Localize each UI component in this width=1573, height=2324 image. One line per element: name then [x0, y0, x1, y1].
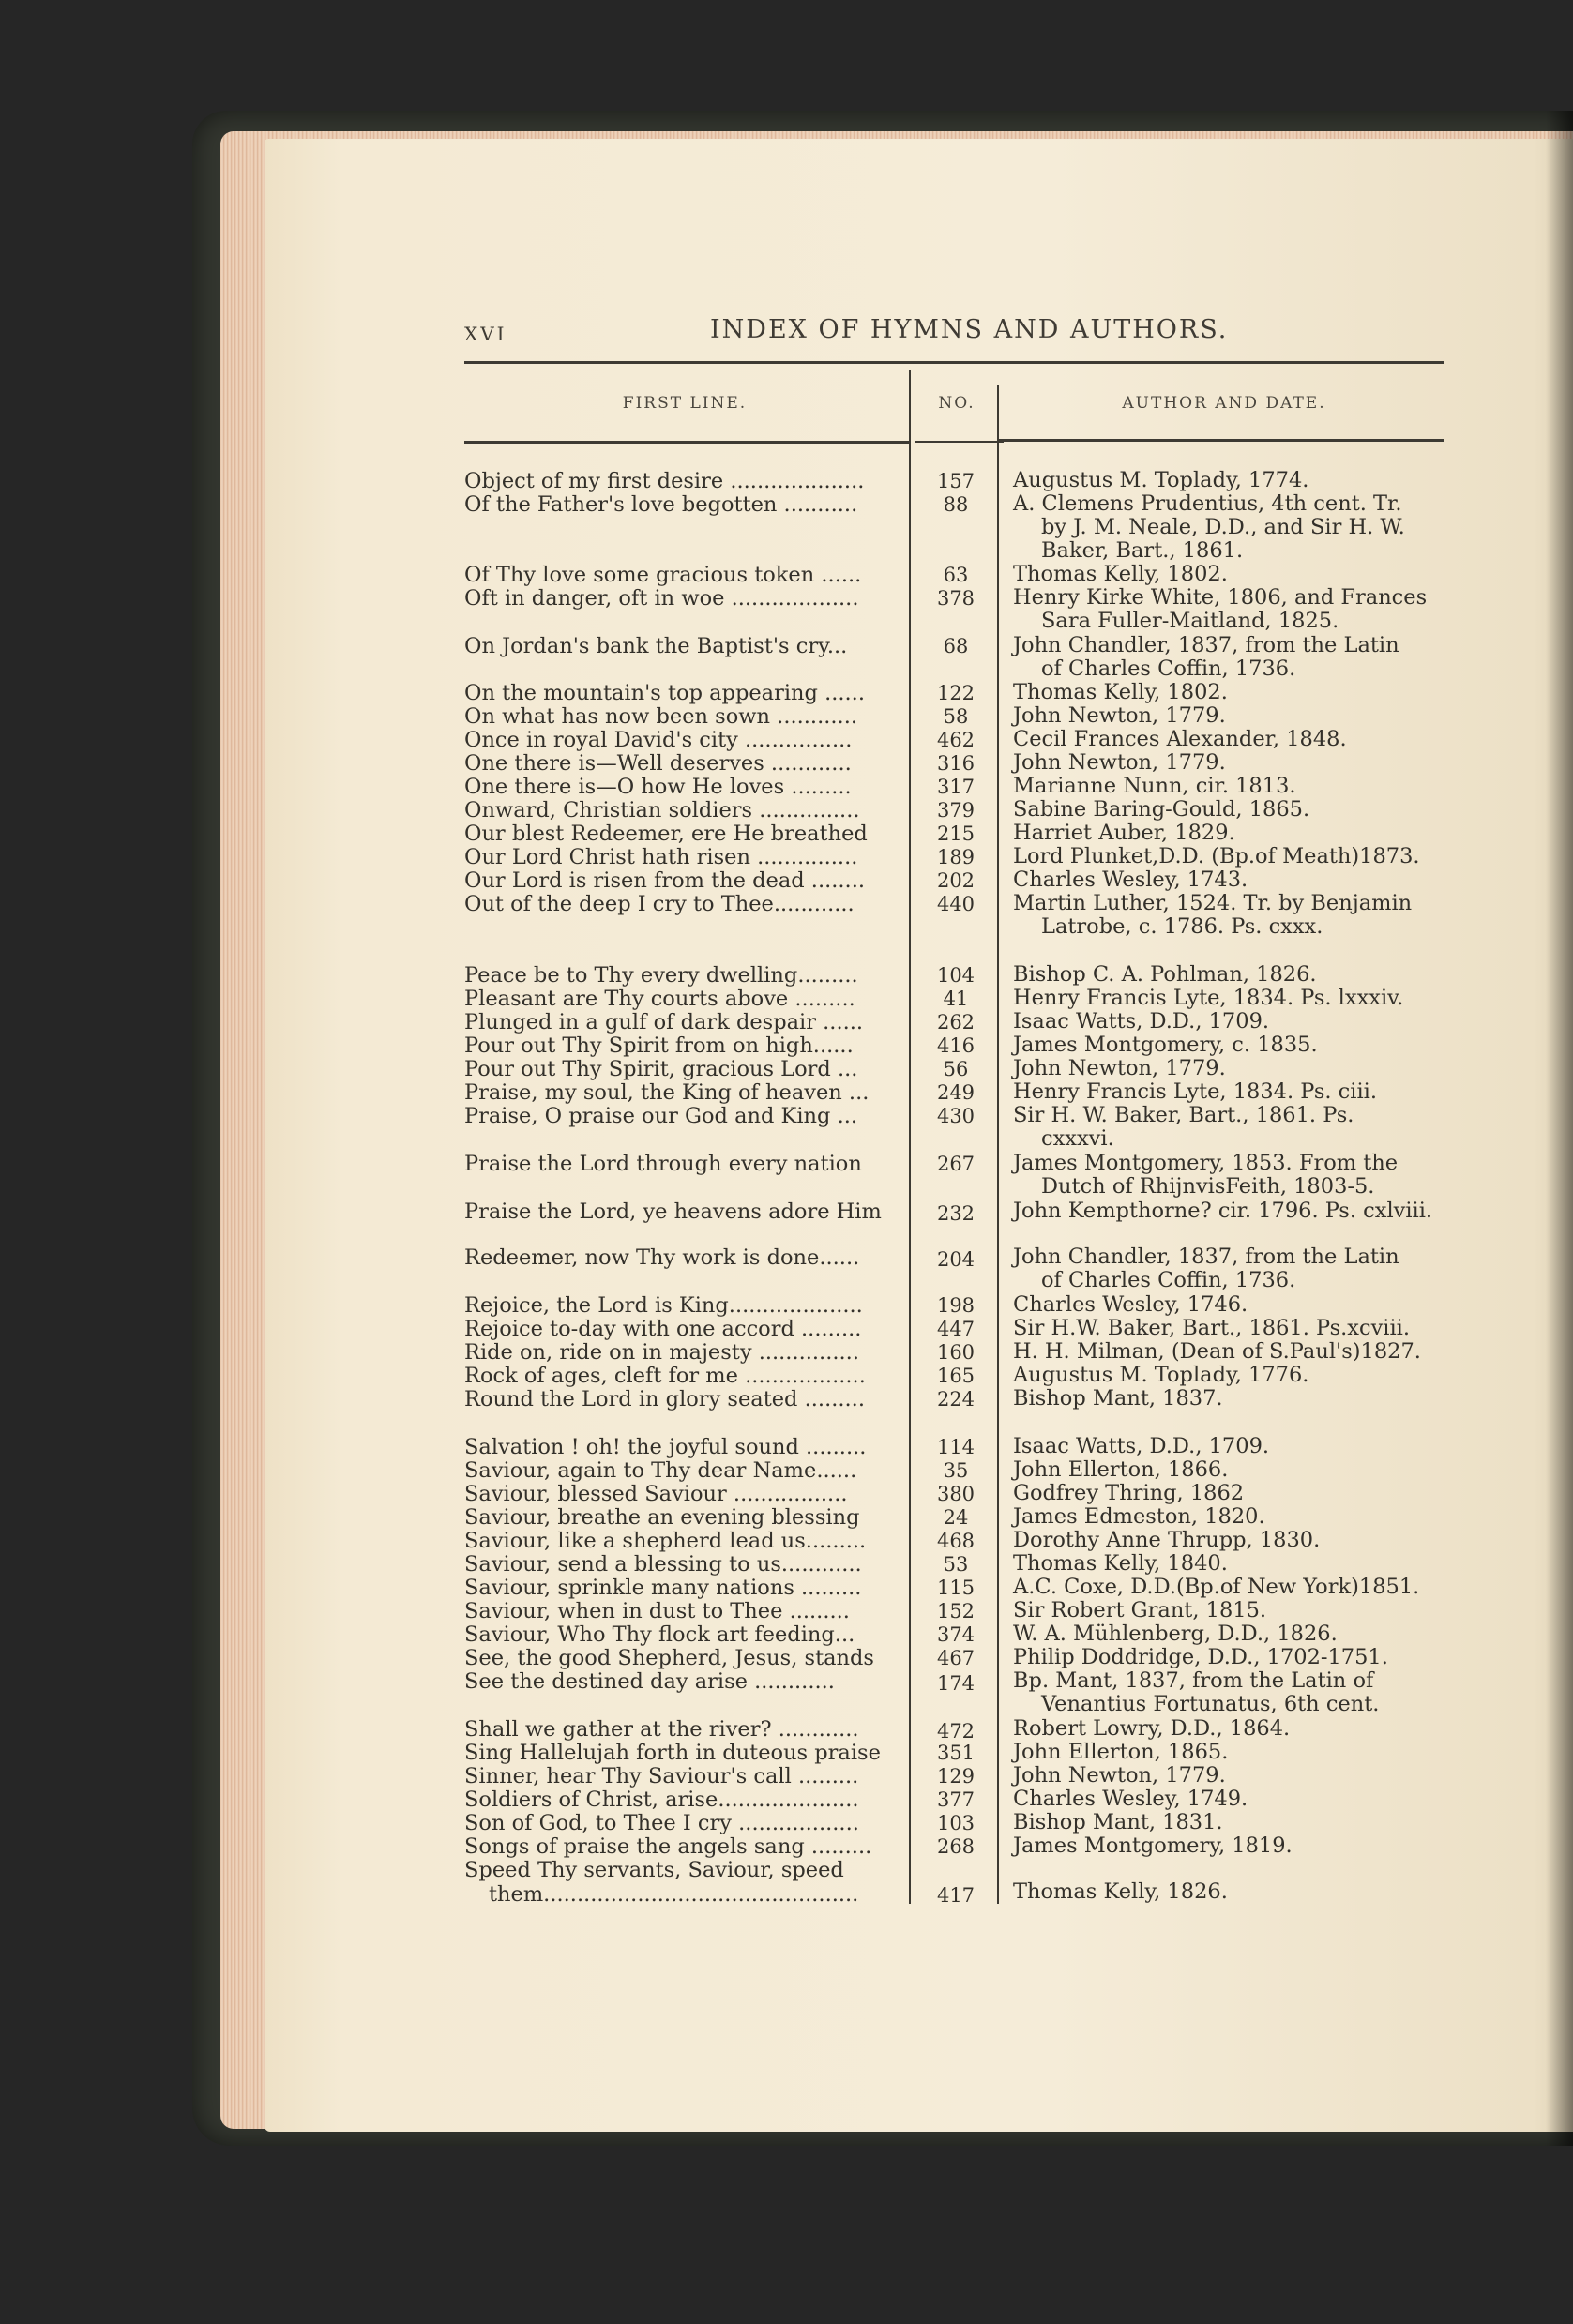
hymn-author	[1013, 704, 1463, 728]
hymn-number: 447	[936, 1318, 976, 1340]
author-line: Bishop Mant, 1837.	[1013, 1386, 1223, 1411]
hymn-first-line: Out of the deep I cry to Thee............	[464, 892, 855, 916]
hymn-first-line: Of the Father's love begotten ...........	[464, 492, 858, 517]
hymn-author	[1013, 1529, 1463, 1552]
hymn-number: 379	[936, 799, 976, 822]
author-line-continued: of Charles Coffin, 1736.	[1041, 1268, 1296, 1292]
hymn-first-line: Once in royal David's city ................	[464, 728, 853, 752]
hymn-author	[1013, 1340, 1463, 1364]
hymn-number: 232	[936, 1202, 976, 1225]
hymn-number: 267	[936, 1153, 976, 1175]
author-line: Thomas Kelly, 1802.	[1013, 680, 1228, 704]
hymn-first-line: Saviour, breathe an evening blessing	[464, 1505, 860, 1530]
hymn-first-line: Shall we gather at the river? ............	[464, 1717, 859, 1742]
hymn-first-line: Rejoice, the Lord is King....................	[464, 1293, 863, 1318]
hymn-author	[1013, 1717, 1463, 1741]
hymn-author	[1013, 1482, 1463, 1505]
spine-shadow	[1546, 111, 1573, 2146]
hymn-number: 377	[936, 1788, 976, 1811]
hymn-first-line: Saviour, like a shepherd lead us.........	[464, 1529, 867, 1553]
hymn-author	[1013, 868, 1463, 892]
hymn-number: 104	[936, 964, 976, 987]
hymn-number: 462	[936, 729, 976, 751]
hymn-first-line: One there is—Well deserves ............	[464, 751, 852, 776]
hymn-author	[1013, 469, 1463, 492]
author-line: Godfrey Thring, 1862	[1013, 1481, 1245, 1505]
hymn-first-line: Rejoice to-day with one accord .........	[464, 1317, 862, 1341]
author-line: James Montgomery, c. 1835.	[1013, 1033, 1318, 1057]
hymn-author	[1013, 1458, 1463, 1482]
hymn-author	[1013, 1010, 1463, 1034]
hymn-number: 103	[936, 1812, 976, 1834]
hymn-number: 198	[936, 1294, 976, 1317]
hymn-author	[1013, 751, 1463, 775]
hymn-first-line	[464, 1858, 900, 1907]
author-line: Augustus M. Toplady, 1776.	[1013, 1363, 1309, 1387]
hymn-author	[1013, 1552, 1463, 1576]
hymn-author	[1013, 492, 1463, 563]
hymn-number: 58	[943, 705, 969, 728]
author-line-continued: Sara Fuller-Maitland, 1825.	[1041, 609, 1339, 633]
hymn-number: 152	[936, 1600, 976, 1622]
header-rule-author	[999, 439, 1444, 442]
author-line: Dorothy Anne Thrupp, 1830.	[1013, 1528, 1321, 1552]
hymn-number: 189	[936, 846, 976, 868]
hymn-number: 24	[943, 1506, 969, 1529]
author-line: H. H. Milman, (Dean of S.Paul's)1827.	[1013, 1339, 1421, 1364]
hymn-author	[1013, 1834, 1463, 1858]
hymn-author	[1013, 1646, 1463, 1669]
hymn-author	[1013, 1811, 1463, 1834]
hymn-number: 160	[936, 1341, 976, 1364]
hymn-first-line: Round the Lord in glory seated .........	[464, 1387, 865, 1411]
author-line: Isaac Watts, D.D., 1709.	[1013, 1434, 1270, 1458]
author-line: Thomas Kelly, 1826.	[1013, 1879, 1228, 1904]
author-line: Philip Doddridge, D.D., 1702-1751.	[1013, 1645, 1388, 1669]
hymn-number: 53	[943, 1553, 969, 1576]
author-line: John Newton, 1779.	[1013, 1056, 1226, 1080]
author-line: John Kempthorne? cir. 1796. Ps. cxlviii.	[1013, 1199, 1433, 1223]
hymn-number: 468	[936, 1530, 976, 1552]
hymn-first-line: Pleasant are Thy courts above .........	[464, 987, 855, 1011]
author-line: Henry Francis Lyte, 1834. Ps. ciii.	[1013, 1079, 1378, 1104]
hymn-first-line: On the mountain's top appearing ......	[464, 681, 865, 705]
hymn-author	[1013, 1080, 1463, 1104]
author-line-continued: Dutch of RhijnvisFeith, 1803-5.	[1041, 1174, 1375, 1199]
author-line: Henry Francis Lyte, 1834. Ps. lxxxiv.	[1013, 986, 1404, 1010]
hymn-number: 165	[936, 1365, 976, 1387]
author-line-continued: by J. M. Neale, D.D., and Sir H. W.	[1041, 515, 1405, 539]
author-line-continued: of Charles Coffin, 1736.	[1041, 656, 1296, 681]
hymn-author	[1013, 775, 1463, 798]
hymn-author	[1013, 1599, 1463, 1622]
hymn-author	[1013, 1764, 1463, 1788]
hymn-number: 430	[936, 1105, 976, 1127]
hymn-author	[1013, 1880, 1463, 1904]
hymn-number: 351	[936, 1742, 976, 1764]
column-header-author: AUTHOR AND DATE.	[1122, 394, 1326, 413]
hymn-number: 68	[943, 635, 969, 657]
column-divider-right	[997, 385, 999, 1904]
hymn-number: 378	[936, 587, 976, 610]
author-line: Sir Robert Grant, 1815.	[1013, 1598, 1267, 1622]
hymn-number: 174	[936, 1672, 976, 1695]
hymn-first-line: Praise, O praise our God and King ...	[464, 1104, 858, 1128]
hymn-number: 63	[943, 564, 969, 586]
author-line: Harriet Auber, 1829.	[1013, 821, 1235, 845]
hymn-author	[1013, 1505, 1463, 1529]
author-line-continued: Venantius Fortunatus, 6th cent.	[1041, 1692, 1380, 1716]
hymn-author	[1013, 1152, 1463, 1199]
hymn-number: 202	[936, 869, 976, 892]
hymn-author	[1013, 1200, 1463, 1223]
author-line: Augustus M. Toplady, 1774.	[1013, 468, 1309, 492]
hymn-first-line: Of Thy love some gracious token ......	[464, 563, 862, 587]
author-line: Marianne Nunn, cir. 1813.	[1013, 774, 1296, 798]
author-line: John Newton, 1779.	[1013, 1763, 1226, 1788]
hymn-first-line: Songs of praise the angels sang .........	[464, 1834, 872, 1859]
hymn-first-line: On Jordan's bank the Baptist's cry...	[464, 634, 848, 658]
hymn-first-line: See the destined day arise ............	[464, 1669, 835, 1694]
author-line: Charles Wesley, 1749.	[1013, 1787, 1248, 1811]
author-line: Cecil Frances Alexander, 1848.	[1013, 727, 1347, 751]
hymn-first-line: Our Lord is risen from the dead ........	[464, 868, 866, 893]
first-line-continued: them...............................................	[489, 1882, 859, 1907]
hymn-author	[1013, 1669, 1463, 1716]
column-header-first-line: FIRST LINE.	[622, 394, 748, 413]
hymn-author	[1013, 563, 1463, 586]
hymn-author	[1013, 845, 1463, 868]
hymn-number: 114	[936, 1436, 976, 1458]
author-line-continued: cxxxvi.	[1041, 1126, 1114, 1151]
author-line: A.C. Coxe, D.D.(Bp.of New York)1851.	[1013, 1575, 1420, 1599]
hymn-author	[1013, 1788, 1463, 1811]
hymn-author	[1013, 1435, 1463, 1458]
author-line: Sir H.W. Baker, Bart., 1861. Ps.xcviii.	[1013, 1316, 1411, 1340]
hymn-number: 122	[936, 682, 976, 704]
hymn-first-line: Saviour, when in dust to Thee .........	[464, 1599, 850, 1623]
hymn-number: 316	[936, 752, 976, 775]
hymn-number: 215	[936, 822, 976, 845]
hymn-first-line: Saviour, Who Thy flock art feeding...	[464, 1622, 855, 1647]
hymn-first-line: Praise the Lord through every nation	[464, 1152, 862, 1176]
author-line: Bishop Mant, 1831.	[1013, 1810, 1223, 1834]
hymn-author	[1013, 634, 1463, 681]
hymn-number: 262	[936, 1011, 976, 1034]
hymn-author	[1013, 728, 1463, 751]
author-line: Thomas Kelly, 1802.	[1013, 562, 1228, 586]
hymn-first-line: Sing Hallelujah forth in duteous praise	[464, 1741, 881, 1765]
hymn-author	[1013, 1576, 1463, 1599]
author-line: Charles Wesley, 1743.	[1013, 868, 1248, 892]
hymn-first-line: Soldiers of Christ, arise.....................	[464, 1788, 859, 1812]
hymn-author	[1013, 987, 1463, 1010]
hymn-number: 204	[936, 1248, 976, 1271]
column-header-no: NO.	[938, 394, 976, 413]
hymn-number: 224	[936, 1388, 976, 1411]
author-line: John Newton, 1779.	[1013, 703, 1226, 728]
hymn-first-line: Saviour, send a blessing to us............	[464, 1552, 862, 1577]
hymn-first-line: Saviour, sprinkle many nations .........	[464, 1576, 862, 1600]
hymn-first-line: Pour out Thy Spirit, gracious Lord ...	[464, 1057, 858, 1081]
hymn-first-line: Onward, Christian soldiers ...............	[464, 798, 860, 822]
hymn-author	[1013, 1034, 1463, 1057]
author-line: Sabine Baring-Gould, 1865.	[1013, 797, 1310, 822]
page-folio: XVI	[464, 323, 507, 345]
author-line: Sir H. W. Baker, Bart., 1861. Ps.	[1013, 1103, 1354, 1127]
hymn-first-line: Oft in danger, oft in woe ...................	[464, 586, 859, 611]
hymn-author	[1013, 1293, 1463, 1317]
hymn-first-line: Saviour, blessed Saviour .................	[464, 1482, 848, 1506]
author-line: James Montgomery, 1853. From the	[1013, 1151, 1399, 1175]
hymn-first-line: On what has now been sown ............	[464, 704, 857, 729]
hymn-number: 157	[936, 470, 976, 492]
hymn-number: 115	[936, 1577, 976, 1599]
hymn-number: 467	[936, 1647, 976, 1669]
hymn-number: 268	[936, 1835, 976, 1858]
author-line: John Chandler, 1837, from the Latin	[1013, 1245, 1399, 1269]
hymn-first-line: Pour out Thy Spirit from on high......	[464, 1034, 854, 1058]
hymn-author	[1013, 1387, 1463, 1411]
hymn-author	[1013, 822, 1463, 845]
hymn-number: 472	[936, 1720, 976, 1743]
hymn-first-line: Plunged in a gulf of dark despair ......	[464, 1010, 864, 1034]
author-line: John Newton, 1779.	[1013, 750, 1226, 775]
hymn-author	[1013, 798, 1463, 822]
author-line: Lord Plunket,D.D. (Bp.of Meath)1873.	[1013, 844, 1420, 868]
hymn-author	[1013, 1317, 1463, 1340]
hymn-author	[1013, 892, 1463, 939]
hymn-author	[1013, 586, 1463, 633]
hymn-first-line: Rock of ages, cleft for me ..................	[464, 1364, 866, 1388]
hymn-number: 88	[943, 493, 969, 516]
hymn-number: 417	[936, 1884, 976, 1907]
hymn-number: 41	[943, 988, 969, 1010]
hymn-number: 380	[936, 1483, 976, 1505]
author-line: Bishop C. A. Pohlman, 1826.	[1013, 962, 1317, 987]
top-rule	[464, 361, 1444, 364]
hymn-first-line: Ride on, ride on in majesty ...............	[464, 1340, 859, 1365]
author-line-continued: Latrobe, c. 1786. Ps. cxxx.	[1041, 914, 1323, 939]
author-line: A. Clemens Prudentius, 4th cent. Tr.	[1013, 491, 1402, 516]
author-line: John Chandler, 1837, from the Latin	[1013, 633, 1399, 657]
hymn-author	[1013, 963, 1463, 987]
hymn-first-line: Our Lord Christ hath risen ...............	[464, 845, 858, 869]
author-line: Martin Luther, 1524. Tr. by Benjamin	[1013, 891, 1413, 915]
author-line: Isaac Watts, D.D., 1709.	[1013, 1009, 1270, 1034]
author-line: Bp. Mant, 1837, from the Latin of	[1013, 1668, 1374, 1693]
author-line: Henry Kirke White, 1806, and Frances	[1013, 585, 1428, 610]
hymn-first-line: Salvation ! oh! the joyful sound .........	[464, 1435, 867, 1459]
hymn-author	[1013, 1741, 1463, 1764]
hymn-first-line: Sinner, hear Thy Saviour's call .........	[464, 1764, 859, 1788]
hymn-first-line: Redeemer, now Thy work is done......	[464, 1245, 860, 1270]
hymn-number: 440	[936, 893, 976, 915]
author-line: John Ellerton, 1865.	[1013, 1740, 1229, 1764]
header-rule-first	[464, 441, 910, 444]
author-line: John Ellerton, 1866.	[1013, 1457, 1229, 1482]
hymn-author	[1013, 1245, 1463, 1292]
hymn-first-line: Son of God, to Thee I cry ..................	[464, 1811, 859, 1835]
author-line: Thomas Kelly, 1840.	[1013, 1551, 1228, 1576]
header-rule-no	[915, 441, 1004, 443]
column-divider-left	[909, 370, 911, 1904]
hymn-author	[1013, 1104, 1463, 1151]
author-line: James Edmeston, 1820.	[1013, 1504, 1265, 1529]
hymn-author	[1013, 1622, 1463, 1646]
hymn-first-line: Our blest Redeemer, ere He breathed	[464, 822, 868, 846]
hymn-first-line: Praise, my soul, the King of heaven ...	[464, 1080, 870, 1105]
hymn-number: 56	[943, 1058, 969, 1080]
hymn-first-line: Saviour, again to Thy dear Name......	[464, 1458, 857, 1483]
author-line: W. A. Mühlenberg, D.D., 1826.	[1013, 1622, 1338, 1646]
hymn-number: 35	[943, 1459, 969, 1482]
author-line: Charles Wesley, 1746.	[1013, 1292, 1248, 1317]
author-line-continued: Baker, Bart., 1861.	[1041, 538, 1244, 563]
hymn-author	[1013, 1057, 1463, 1080]
hymn-number: 129	[936, 1765, 976, 1788]
hymn-author	[1013, 1364, 1463, 1387]
hymn-first-line: Peace be to Thy every dwelling.........	[464, 963, 858, 988]
first-line-text: Speed Thy servants, Saviour, speed	[464, 1858, 844, 1882]
author-line: Robert Lowry, D.D., 1864.	[1013, 1716, 1291, 1741]
hymn-number: 374	[936, 1623, 976, 1646]
hymn-author	[1013, 681, 1463, 704]
hymn-first-line: Praise the Lord, ye heavens adore Him	[464, 1200, 882, 1224]
hymn-first-line: See, the good Shepherd, Jesus, stands	[464, 1646, 874, 1670]
author-line: James Montgomery, 1819.	[1013, 1834, 1293, 1858]
hymn-number: 249	[936, 1081, 976, 1104]
hymn-first-line: One there is—O how He loves .........	[464, 775, 852, 799]
page-title: INDEX OF HYMNS AND AUTHORS.	[710, 315, 1229, 344]
hymn-number: 416	[936, 1034, 976, 1057]
hymn-first-line: Object of my first desire ....................	[464, 469, 865, 493]
hymn-number: 317	[936, 776, 976, 798]
